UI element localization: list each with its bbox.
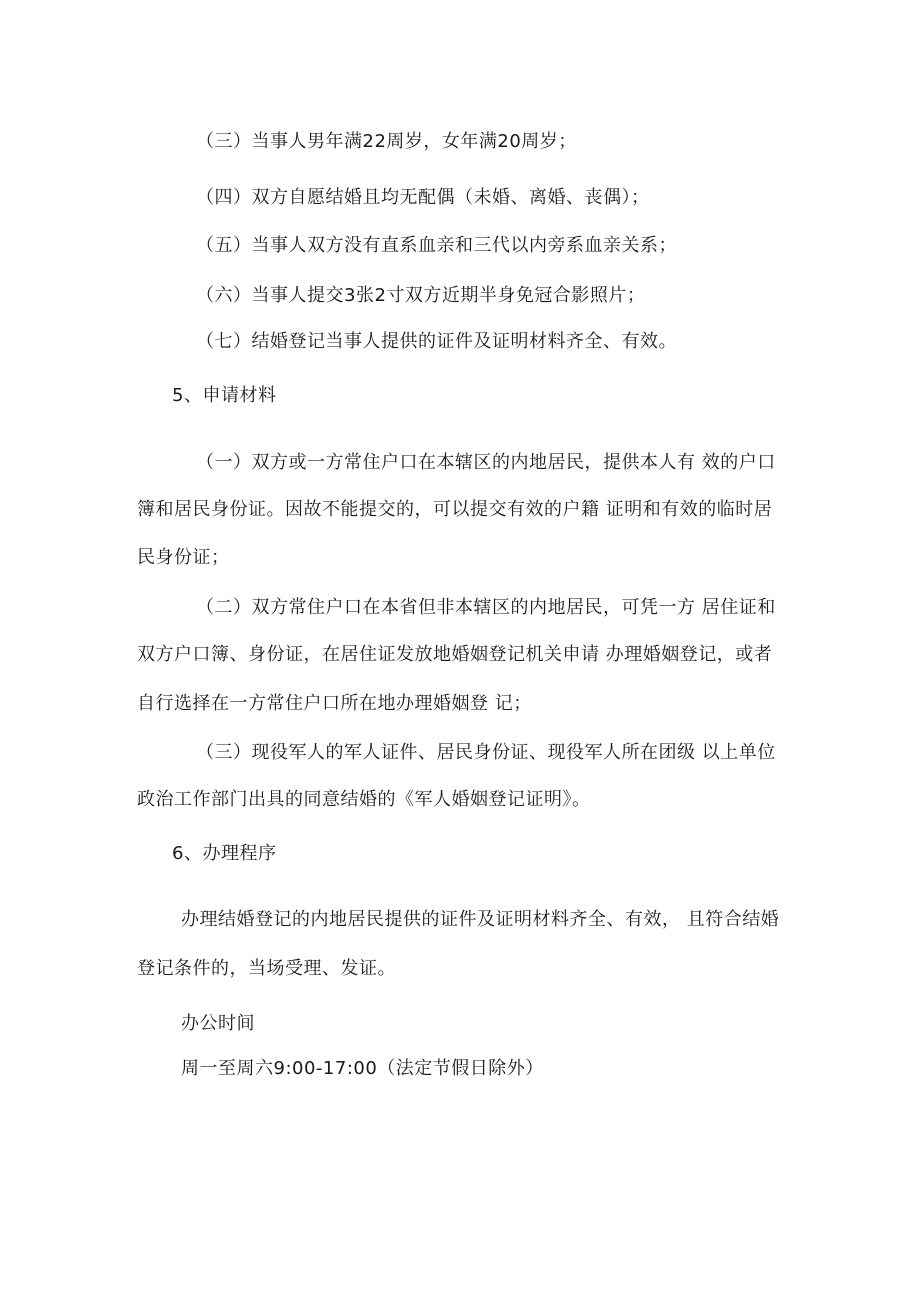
materials-item-2-line-2: 双方户口簿、身份证，在居住证发放地婚姻登记机关申请 办理婚姻登记，或者 xyxy=(137,644,773,665)
materials-item-1-line-2: 簿和居民身份证。因故不能提交的，可以提交有效的户籍 证明和有效的临时居 xyxy=(137,499,773,520)
procedure-line-2: 登记条件的，当场受理、发证。 xyxy=(137,958,396,979)
materials-item-2-line-1: （二）双方常住户口在本省但非本辖区的内地居民，可凭一方 居住证和 xyxy=(196,597,776,618)
procedure-line-1: 办理结婚登记的内地居民提供的证件及证明材料齐全、有效， 且符合结婚 xyxy=(181,909,780,930)
materials-item-3-line-2: 政治工作部门出具的同意结婚的《军人婚姻登记证明》。 xyxy=(137,789,591,810)
condition-4: （四）双方自愿结婚且均无配偶（未婚、离婚、丧偶）； xyxy=(196,187,650,208)
office-hours-value: 周一至周六9:00-17:00（法定节假日除外） xyxy=(181,1058,544,1079)
section-5-heading: 5、申请材料 xyxy=(172,385,277,406)
condition-7: （七）结婚登记当事人提供的证件及证明材料齐全、有效。 xyxy=(196,331,677,352)
condition-3: （三）当事人男年满22周岁，女年满20周岁； xyxy=(196,131,577,152)
condition-6: （六）当事人提交3张2寸双方近期半身免冠合影照片； xyxy=(196,285,646,306)
materials-item-3-line-1: （三）现役军人的军人证件、居民身份证、现役军人所在团级 以上单位 xyxy=(196,742,776,763)
condition-5: （五）当事人双方没有直系血亲和三代以内旁系血亲关系； xyxy=(196,235,677,256)
materials-item-2-line-3: 自行选择在一方常住户口所在地办理婚姻登 记； xyxy=(137,693,532,714)
materials-item-1-line-1: （一）双方或一方常住户口在本辖区的内地居民，提供本人有 效的户口 xyxy=(196,452,776,473)
office-hours-label: 办公时间 xyxy=(181,1013,255,1034)
section-6-heading: 6、办理程序 xyxy=(172,843,277,864)
materials-item-1-line-3: 民身份证； xyxy=(137,547,230,568)
